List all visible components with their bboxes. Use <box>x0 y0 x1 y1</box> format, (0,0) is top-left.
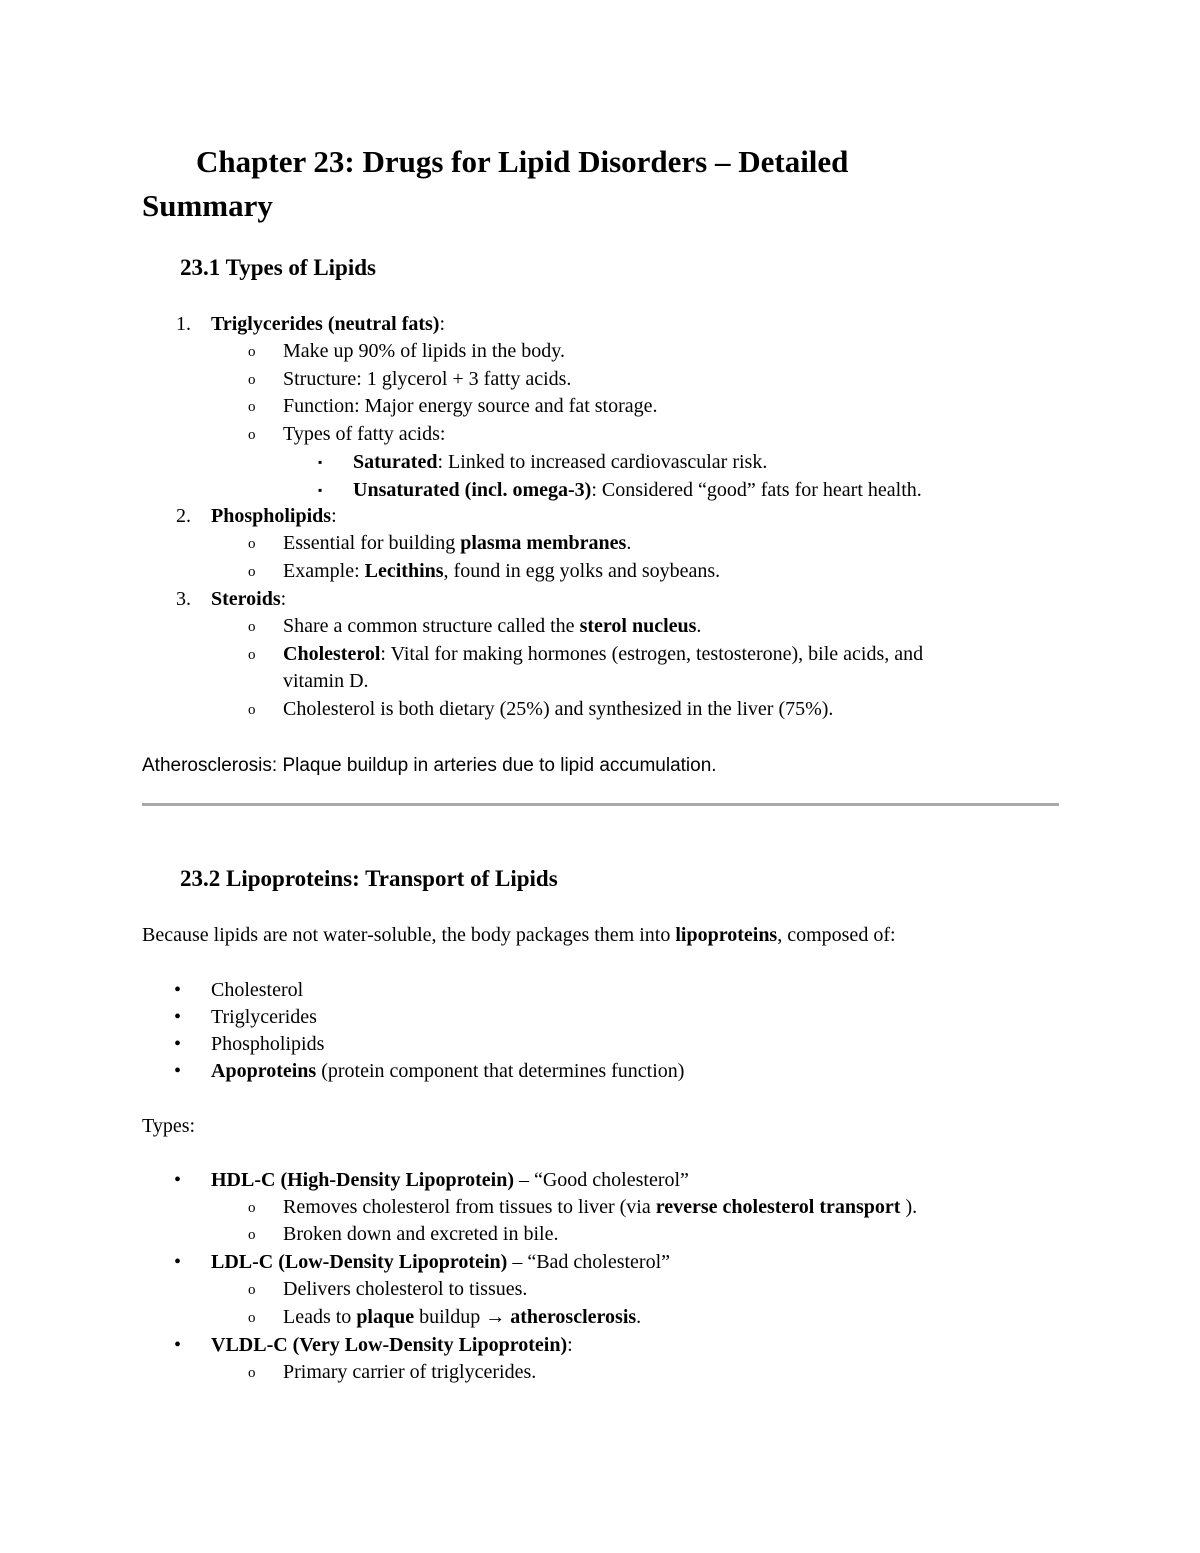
list-number: 2. <box>176 505 191 527</box>
list-item-cholesterol: Cholesterol: Vital for making hormones (estrogen, testosterone), bile acids, and <box>283 643 924 665</box>
list-item: Structure: 1 glycerol + 3 fatty acids. <box>283 368 572 390</box>
open-circle-bullet-icon: o <box>248 1365 256 1381</box>
title-line-2: Summary <box>142 188 273 223</box>
list-item: Broken down and excreted in bile. <box>283 1223 559 1245</box>
types-label: Types: <box>142 1115 196 1137</box>
list-item-unsaturated: Unsaturated (incl. omega-3): Considered “good” fats for heart health. <box>353 479 922 501</box>
bullet-icon: • <box>174 979 182 1001</box>
intro-paragraph: Because lipids are not water-soluble, the body packages them into lipoproteins, composed of: <box>142 924 896 946</box>
list-item-triglycerides: Triglycerides (neutral fats): <box>211 313 446 335</box>
bullet-icon: • <box>174 1060 182 1082</box>
list-item: Example: Lecithins, found in egg yolks and soybeans. <box>283 560 721 582</box>
list-item-ldl: LDL-C (Low-Density Lipoprotein) – “Bad cholesterol” <box>211 1251 671 1273</box>
list-item: Cholesterol <box>211 979 304 1001</box>
square-bullet-icon: ▪ <box>318 483 323 497</box>
list-item-hdl: HDL-C (High-Density Lipoprotein) – “Good cholesterol” <box>211 1169 689 1191</box>
list-item: Triglycerides <box>211 1006 317 1028</box>
title-line-1: Chapter 23: Drugs for Lipid Disorders – Detailed <box>196 144 849 179</box>
list-number: 3. <box>176 588 191 610</box>
list-item: Function: Major energy source and fat storage. <box>283 395 658 417</box>
list-item: Make up 90% of lipids in the body. <box>283 340 566 362</box>
list-item-continuation: vitamin D. <box>283 670 369 692</box>
open-circle-bullet-icon: o <box>248 1310 256 1326</box>
page-title <box>142 140 1102 228</box>
list-item-saturated: Saturated: Linked to increased cardiovascular risk. <box>353 451 768 473</box>
list-item: Cholesterol is both dietary (25%) and synthesized in the liver (75%). <box>283 698 834 720</box>
section-heading-types-of-lipids: 23.1 Types of Lipids <box>180 255 376 280</box>
open-circle-bullet-icon: o <box>248 399 256 415</box>
open-circle-bullet-icon: o <box>248 536 256 552</box>
open-circle-bullet-icon: o <box>248 344 256 360</box>
list-item: Types of fatty acids: <box>283 423 446 445</box>
list-item: Removes cholesterol from tissues to liver (via reverse cholesterol transport ). <box>283 1196 918 1218</box>
list-item: Primary carrier of triglycerides. <box>283 1361 537 1383</box>
open-circle-bullet-icon: o <box>248 619 256 635</box>
open-circle-bullet-icon: o <box>248 702 256 718</box>
list-item: Share a common structure called the sterol nucleus. <box>283 615 702 637</box>
list-item: Essential for building plasma membranes. <box>283 532 632 554</box>
list-item: Leads to plaque buildup → atherosclerosis. <box>283 1306 642 1328</box>
list-item-steroids: Steroids: <box>211 588 287 610</box>
bullet-icon: • <box>174 1334 182 1356</box>
list-item-apoproteins: Apoproteins (protein component that determines function) <box>211 1060 685 1082</box>
open-circle-bullet-icon: o <box>248 372 256 388</box>
section-heading-lipoproteins: 23.2 Lipoproteins: Transport of Lipids <box>180 866 558 891</box>
list-item: Delivers cholesterol to tissues. <box>283 1278 528 1300</box>
open-circle-bullet-icon: o <box>248 427 256 443</box>
list-item-vldl: VLDL-C (Very Low-Density Lipoprotein): <box>211 1334 573 1356</box>
open-circle-bullet-icon: o <box>248 1200 256 1216</box>
open-circle-bullet-icon: o <box>248 647 256 663</box>
bullet-icon: • <box>174 1169 182 1191</box>
bullet-icon: • <box>174 1251 182 1273</box>
open-circle-bullet-icon: o <box>248 1282 256 1298</box>
list-number: 1. <box>176 313 191 335</box>
atherosclerosis-note: Atherosclerosis: Plaque buildup in arteries due to lipid accumulation. <box>142 755 717 776</box>
horizontal-rule <box>142 803 1059 806</box>
square-bullet-icon: ▪ <box>318 455 323 469</box>
bullet-icon: • <box>174 1033 182 1055</box>
list-item-phospholipids: Phospholipids: <box>211 505 337 527</box>
open-circle-bullet-icon: o <box>248 564 256 580</box>
bullet-icon: • <box>174 1006 182 1028</box>
open-circle-bullet-icon: o <box>248 1227 256 1243</box>
list-item: Phospholipids <box>211 1033 325 1055</box>
